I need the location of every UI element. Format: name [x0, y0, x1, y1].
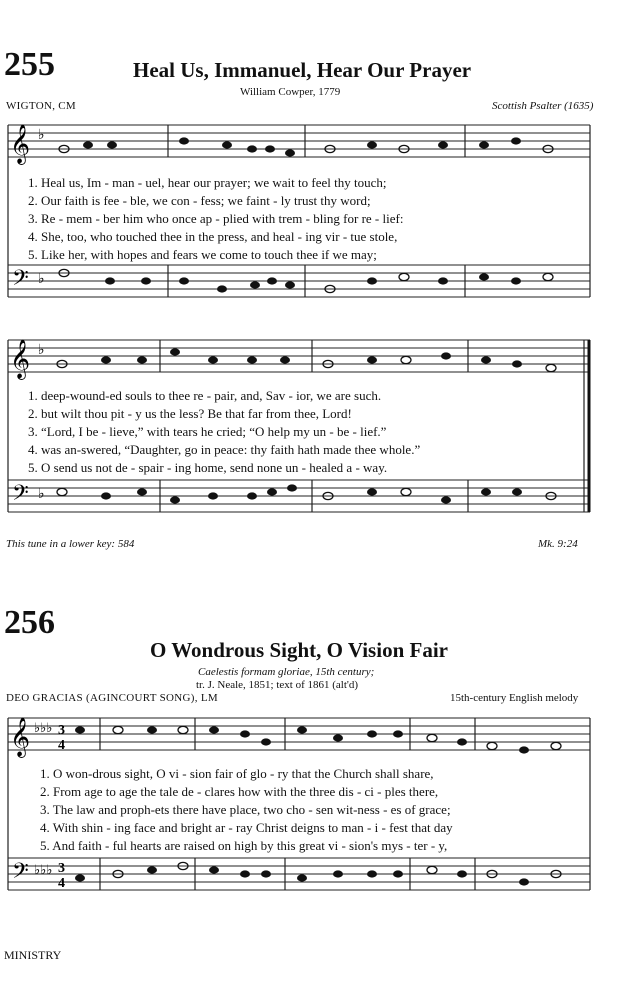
hymn-256-source-line-2: tr. J. Neale, 1851; text of 1861 (alt'd) — [196, 679, 359, 691]
hymn-256-tune: DEO GRACIAS (AGINCOURT SONG), LM — [6, 692, 218, 704]
hymn-256-verse-2: 2. From age to age the tale de - clares how with the three dis - ci - ples there, — [40, 784, 439, 799]
bass-clef-icon: 𝄢 — [12, 859, 29, 888]
hymn-255-s2-verse-2: 2. but wilt thou pit - y us the less? Be that far from thee, Lord! — [28, 406, 352, 421]
flat-icon: ♭ — [38, 343, 45, 358]
flat-icon: ♭♭♭ — [34, 720, 53, 735]
hymn-255-title: Heal Us, Immanuel, Hear Our Prayer — [133, 58, 472, 82]
hymn-255-s2-verse-3: 3. “Lord, I be - lieve,” with tears he cried; “O help my un - be - lief.” — [28, 424, 387, 439]
footer-section-label: MINISTRY — [4, 948, 62, 962]
flat-icon: ♭ — [38, 128, 45, 143]
flat-icon: ♭ — [38, 272, 45, 287]
flat-icon: ♭ — [38, 487, 45, 502]
hymn-255-source: Scottish Psalter (1635) — [492, 100, 594, 112]
hymn-255-tune: WIGTON, CM — [6, 100, 77, 112]
hymn-255-s1-verse-3: 3. Re - mem - ber him who once ap - plied with trem - bling for re - lief: — [28, 211, 404, 226]
hymn-255-lower-key-note: This tune in a lower key: 584 — [6, 538, 135, 550]
hymn-255-s1-verse-2: 2. Our faith is fee - ble, we con - fess; we faint - ly trust thy word; — [28, 193, 371, 208]
hymn-255-s2-verse-1: 1. deep-wound-ed souls to thee re - pair, and, Sav - ior, we are such. — [28, 388, 382, 403]
treble-clef-icon: 𝄞 — [10, 719, 31, 756]
hymn-256-number: 256 — [4, 604, 55, 641]
bass-clef-icon: 𝄢 — [12, 481, 29, 510]
hymn-256-verse-5: 5. And faith - ful hearts are raised on high by this great vi - sion's mys - ter - y, — [40, 838, 448, 853]
hymn-255-number: 255 — [4, 46, 55, 83]
hymn-255-author: William Cowper, 1779 — [240, 86, 341, 98]
flat-icon: ♭♭♭ — [34, 862, 53, 877]
hymn-256-verse-1: 1. O won-drous sight, O vi - sion fair of glo - ry that the Church shall share, — [40, 766, 434, 781]
time-signature: 3 — [58, 723, 65, 738]
hymn-255-s1-verse-1: 1. Heal us, Im - man - uel, hear our prayer; we wait to feel thy touch; — [28, 175, 387, 190]
hymn-255-s2-verse-4: 4. was an-swered, “Daughter, go in peace: thy faith hath made thee whole.” — [28, 442, 421, 457]
time-signature: 4 — [58, 876, 65, 891]
treble-clef-icon: 𝄞 — [10, 341, 31, 378]
treble-clef-icon: 𝄞 — [10, 126, 31, 163]
hymn-256-melody: 15th-century English melody — [450, 692, 579, 704]
time-signature: 3 — [58, 861, 65, 876]
hymn-256-verse-4: 4. With shin - ing face and bright ar - ray Christ deigns to man - i - fest that day — [40, 820, 453, 835]
hymn-255-s2-verse-5: 5. O send us not de - spair - ing home, send none un - healed a - way. — [28, 460, 388, 475]
bass-clef-icon: 𝄢 — [12, 266, 29, 295]
hymn-256-title: O Wondrous Sight, O Vision Fair — [150, 638, 448, 662]
hymn-255-system-1-staves — [0, 115, 640, 305]
hymn-256-source-line-1: Caelestis formam gloriae, 15th century; — [198, 666, 375, 678]
hymn-256-verse-3: 3. The law and proph-ets there have place, two cho - sen wit-ness - es of grace; — [40, 802, 451, 817]
time-signature: 4 — [58, 738, 65, 753]
hymn-255-scripture: Mk. 9:24 — [538, 538, 578, 550]
hymn-255-s1-verse-5: 5. Like her, with hopes and fears we come to touch thee if we may; — [28, 247, 377, 262]
hymn-255-s1-verse-4: 4. She, too, who touched thee in the press, and heal - ing vir - tue stole, — [28, 229, 398, 244]
